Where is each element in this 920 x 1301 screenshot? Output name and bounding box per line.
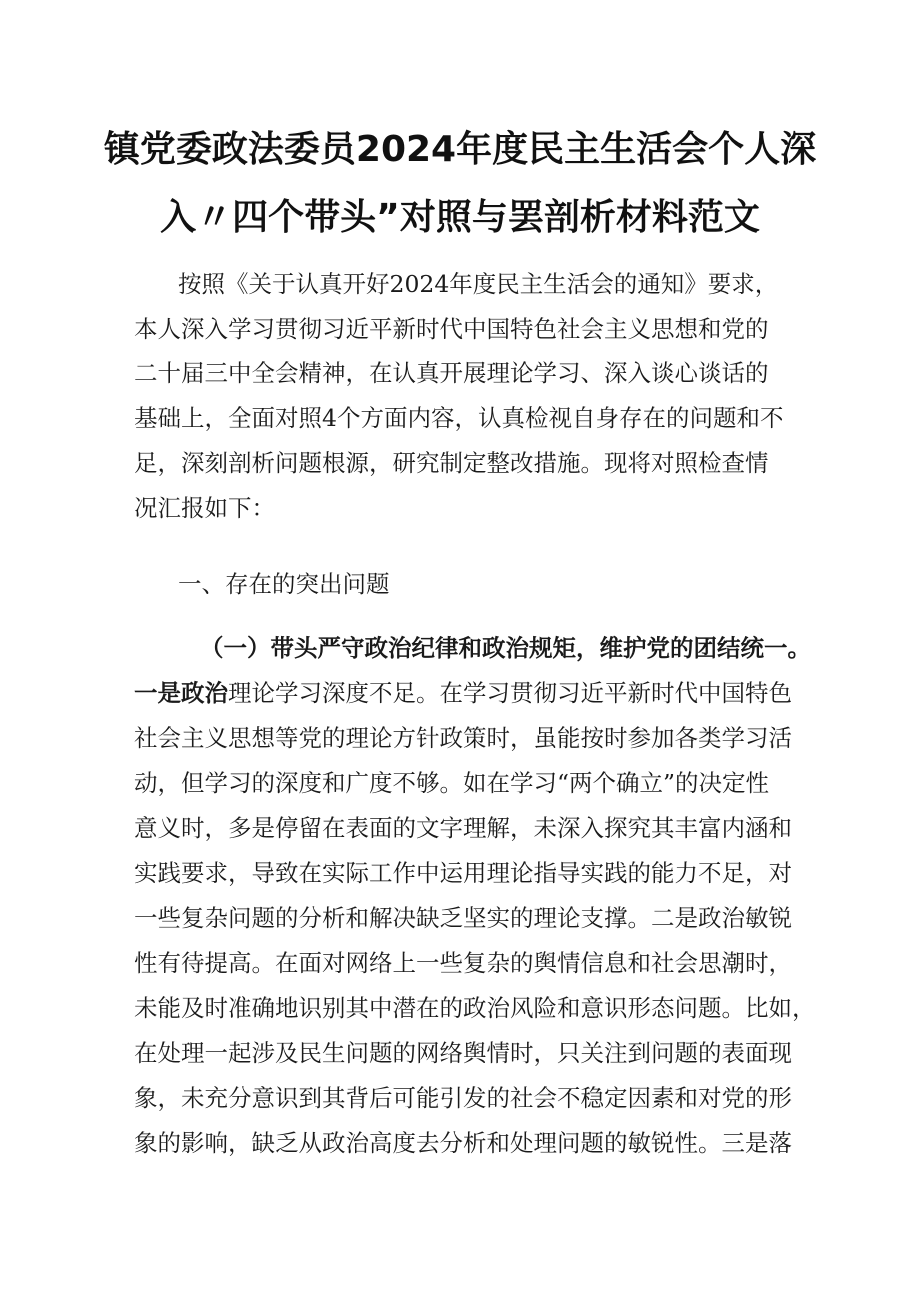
intro-line: 足，深刻剖析问题根源，研究制定整改措施。现将对照检查情 [134,449,769,477]
intro-line: 按照《关于认真开好2024年度民主生活会的通知》要求， [178,270,779,298]
body-line [134,677,792,709]
body-line: 性有待提高。在面对网络上一些复杂的舆情信息和社会思潮时， [134,949,792,977]
body-line: 动，但学习的深度和广度不够。如在学习“两个确立”的决定性 [134,769,770,797]
body-line: 意义时，多是停留在表面的文字理解，未深入探究其丰富内涵和 [134,814,792,842]
body-line: 社会主义思想等党的理论方针政策时，虽能按时参加各类学习活 [134,724,792,752]
body-line: 在处理一起涉及民生问题的网络舆情时，只关注到问题的表面现 [134,1039,792,1067]
body-line: 象，未充分意识到其背后可能引发的社会不稳定因素和对党的形 [134,1084,792,1112]
subsection-heading: （一）带头严守政治纪律和政治规矩，维护党的团结统一。 [200,634,811,662]
body-text: 理论学习深度不足。在学习贯彻习近平新时代中国特色 [228,679,792,707]
body-line: 实践要求，导致在实际工作中运用理论指导实践的能力不足，对 [134,859,792,887]
body-line: 一些复杂问题的分析和解决缺乏坚实的理论支撑。二是政治敏锐 [134,904,792,932]
document-title-line-2: 入〃四个带头”对照与罢剖析材料范文 [160,197,760,238]
document-title-line-1: 镇党委政法委员2024年度民主生活会个人深 [103,129,817,170]
body-line: 象的影响，缺乏从政治高度去分析和处理问题的敏锐性。三是落 [134,1129,792,1157]
intro-line: 本人深入学习贯彻习近平新时代中国特色社会主义思想和党的 [134,315,769,343]
intro-line: 况汇报如下： [134,494,275,522]
section-heading: 一、存在的突出问题 [178,570,390,598]
body-line: 未能及时准确地识别其中潜在的政治风险和意识形态问题。比如， [134,994,816,1022]
bold-lead-text: 一是政治 [134,679,228,707]
intro-line: 基础上，全面对照4个方面内容，认真检视自身存在的问题和不 [134,404,784,432]
intro-line: 二十届三中全会精神，在认真开展理论学习、深入谈心谈话的 [134,359,769,387]
